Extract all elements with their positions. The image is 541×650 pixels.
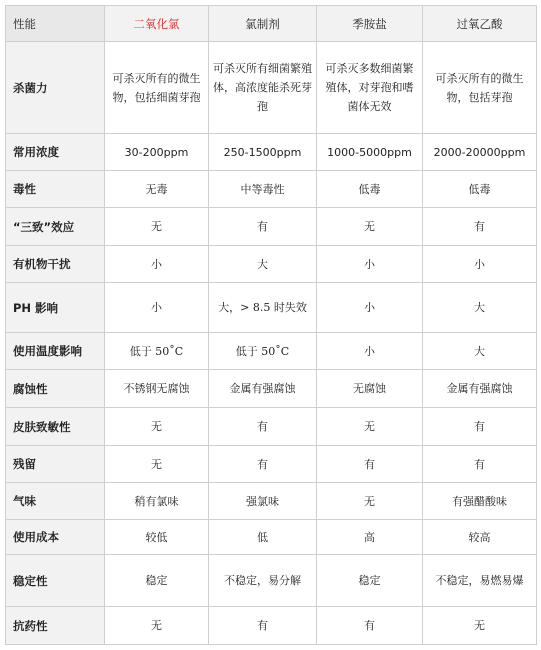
table-cell: 小: [317, 333, 423, 370]
table-cell: 不锈钢无腐蚀: [105, 370, 209, 408]
row-label: 常用浓度: [6, 134, 105, 171]
table-cell: 无: [105, 208, 209, 246]
table-cell: 有: [209, 408, 317, 446]
table-cell: 较低: [105, 520, 209, 555]
header-peracetic-acid: 过氧乙酸: [423, 6, 537, 42]
table-cell: 低: [209, 520, 317, 555]
table-cell: 小: [317, 283, 423, 333]
table-cell: 有: [209, 208, 317, 246]
table-row: [6, 171, 537, 208]
table-cell: 有: [423, 408, 537, 446]
row-label: 腐蚀性: [6, 370, 105, 408]
row-label: 气味: [6, 483, 105, 520]
table-cell: 可杀灭所有细菌繁殖体，高浓度能杀死芽孢: [209, 42, 317, 134]
table-cell: 可杀灭所有的微生物，包括芽孢: [423, 42, 537, 134]
table-cell: 有强醋酸味: [423, 483, 537, 520]
table-cell: 有: [317, 446, 423, 483]
table-cell: 30-200ppm: [105, 134, 209, 171]
table-cell: 大: [423, 333, 537, 370]
table-cell: 无: [423, 607, 537, 645]
table-cell: 稳定: [105, 555, 209, 607]
table-row: [6, 555, 537, 607]
row-label: 残留: [6, 446, 105, 483]
table-cell: 低于 50˚C: [209, 333, 317, 370]
table-cell: 大，> 8.5 时失效: [209, 283, 317, 333]
row-label: “三致”效应: [6, 208, 105, 246]
table-header-row: [6, 6, 537, 42]
row-label: 杀菌力: [6, 42, 105, 134]
table-cell: 有: [209, 607, 317, 645]
table-cell: 小: [423, 246, 537, 283]
row-label: 毒性: [6, 171, 105, 208]
row-label: 抗药性: [6, 607, 105, 645]
table-cell: 无腐蚀: [317, 370, 423, 408]
table-cell: 中等毒性: [209, 171, 317, 208]
row-label: 有机物干扰: [6, 246, 105, 283]
table-cell: 有: [209, 446, 317, 483]
table-cell: 高: [317, 520, 423, 555]
table-cell: 有: [423, 208, 537, 246]
table-body: [6, 42, 537, 645]
table-row: [6, 246, 537, 283]
table-cell: 有: [423, 446, 537, 483]
table-row: [6, 42, 537, 134]
table-cell: 不稳定，易分解: [209, 555, 317, 607]
table-row: [6, 446, 537, 483]
table-row: [6, 607, 537, 645]
row-label: 使用温度影响: [6, 333, 105, 370]
table-cell: 可杀灭多数细菌繁殖体，对芽孢和嗜菌体无效: [317, 42, 423, 134]
table-row: [6, 134, 537, 171]
disinfectant-comparison-table: [5, 5, 537, 645]
comparison-table-wrapper: [5, 5, 537, 645]
table-cell: 无: [105, 408, 209, 446]
table-cell: 大: [209, 246, 317, 283]
table-cell: 可杀灭所有的微生物，包括细菌芽孢: [105, 42, 209, 134]
table-cell: 无: [105, 607, 209, 645]
table-cell: 低于 50˚C: [105, 333, 209, 370]
table-cell: 250-1500ppm: [209, 134, 317, 171]
table-cell: 有: [317, 607, 423, 645]
header-quaternary-ammonium: 季胺盐: [317, 6, 423, 42]
row-label: PH 影响: [6, 283, 105, 333]
header-chlorine-dioxide: 二氧化氯: [105, 6, 209, 42]
table-cell: 2000-20000ppm: [423, 134, 537, 171]
table-cell: 小: [317, 246, 423, 283]
row-label: 皮肤致敏性: [6, 408, 105, 446]
table-cell: 无毒: [105, 171, 209, 208]
table-cell: 大: [423, 283, 537, 333]
table-row: [6, 520, 537, 555]
header-property: 性能: [6, 6, 105, 42]
table-cell: 稍有氯味: [105, 483, 209, 520]
table-cell: 金属有强腐蚀: [209, 370, 317, 408]
table-cell: 强氯味: [209, 483, 317, 520]
table-row: [6, 333, 537, 370]
table-cell: 无: [317, 483, 423, 520]
table-cell: 较高: [423, 520, 537, 555]
table-cell: 低毒: [317, 171, 423, 208]
table-cell: 稳定: [317, 555, 423, 607]
row-label: 使用成本: [6, 520, 105, 555]
table-row: [6, 283, 537, 333]
table-row: [6, 370, 537, 408]
table-cell: 无: [105, 446, 209, 483]
table-cell: 金属有强腐蚀: [423, 370, 537, 408]
table-cell: 低毒: [423, 171, 537, 208]
table-cell: 1000-5000ppm: [317, 134, 423, 171]
table-row: [6, 483, 537, 520]
table-cell: 小: [105, 246, 209, 283]
table-cell: 无: [317, 208, 423, 246]
table-row: [6, 208, 537, 246]
table-row: [6, 408, 537, 446]
header-chlorine-agent: 氯制剂: [209, 6, 317, 42]
table-cell: 无: [317, 408, 423, 446]
table-cell: 小: [105, 283, 209, 333]
row-label: 稳定性: [6, 555, 105, 607]
table-cell: 不稳定，易燃易爆: [423, 555, 537, 607]
